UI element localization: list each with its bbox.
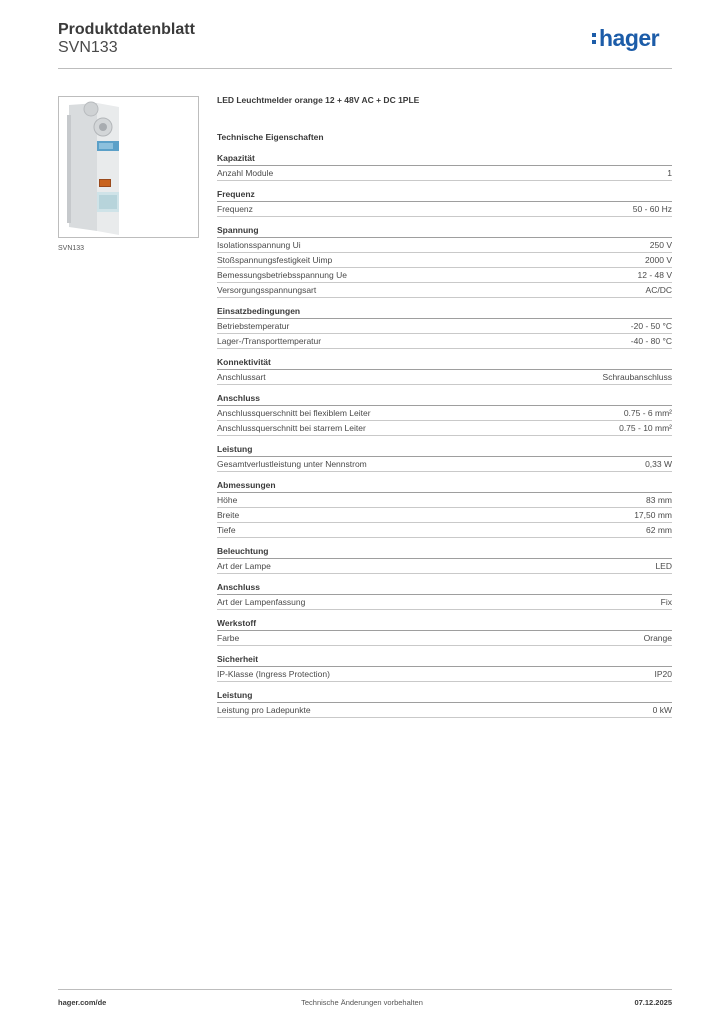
- product-device-icon: [59, 97, 198, 237]
- spec-row: [217, 559, 672, 574]
- spec-row: [217, 493, 672, 508]
- spec-label: Frequenz: [217, 204, 253, 214]
- spec-row: [217, 319, 672, 334]
- section-anschluss: [217, 392, 672, 436]
- spec-row: [217, 268, 672, 283]
- spec-value: -20 - 50 °C: [630, 321, 672, 331]
- section-title: Kapazität: [217, 152, 672, 166]
- section-title: Anschluss: [217, 581, 672, 595]
- section-spannung: [217, 224, 672, 298]
- spec-value: 62 mm: [646, 525, 672, 535]
- section-title: Leistung: [217, 689, 672, 703]
- product-code: SVN133: [58, 39, 118, 56]
- section-sicherheit: [217, 653, 672, 682]
- spec-value: 83 mm: [646, 495, 672, 505]
- spec-value: Fix: [660, 597, 672, 607]
- spec-value: 17,50 mm: [634, 510, 672, 520]
- spec-row: [217, 631, 672, 646]
- section-title: Werkstoff: [217, 617, 672, 631]
- spec-value: 1: [667, 168, 672, 178]
- spec-label: Leistung pro Ladepunkte: [217, 705, 311, 715]
- product-name: LED Leuchtmelder orange 12 + 48V AC + DC 1PLE: [217, 95, 420, 105]
- spec-row: [217, 238, 672, 253]
- spec-row: [217, 523, 672, 538]
- spec-value: 2000 V: [645, 255, 672, 265]
- section-konnektivitaet: [217, 356, 672, 385]
- brand-logo[interactable]: [592, 27, 659, 50]
- spec-row: [217, 667, 672, 682]
- section-anschluss-lampe: [217, 581, 672, 610]
- spec-value: AC/DC: [645, 285, 672, 295]
- logo-text: hager: [599, 25, 660, 51]
- section-title: Leistung: [217, 443, 672, 457]
- spec-label: Stoßspannungsfestigkeit Uimp: [217, 255, 333, 265]
- spec-value: LED: [655, 561, 672, 571]
- spec-label: IP-Klasse (Ingress Protection): [217, 669, 330, 679]
- spec-label: Art der Lampenfassung: [217, 597, 306, 607]
- section-beleuchtung: [217, 545, 672, 574]
- section-einsatzbedingungen: [217, 305, 672, 349]
- section-title: Frequenz: [217, 188, 672, 202]
- section-title: Abmessungen: [217, 479, 672, 493]
- section-title: Spannung: [217, 224, 672, 238]
- section-title: Sicherheit: [217, 653, 672, 667]
- spec-value: 250 V: [649, 240, 672, 250]
- spec-row: [217, 166, 672, 181]
- spec-row: [217, 202, 672, 217]
- spec-value: IP20: [654, 669, 672, 679]
- spec-value: 12 - 48 V: [637, 270, 672, 280]
- section-abmessungen: [217, 479, 672, 538]
- section-title: Konnektivität: [217, 356, 672, 370]
- spec-row: [217, 595, 672, 610]
- spec-row: [217, 508, 672, 523]
- section-title: Einsatzbedingungen: [217, 305, 672, 319]
- section-frequenz: [217, 188, 672, 217]
- spec-label: Anschlussquerschnitt bei flexiblem Leiter: [217, 408, 371, 418]
- logo-dots-icon: [592, 33, 597, 47]
- product-image-caption: SVN133: [58, 245, 85, 252]
- spec-row: [217, 703, 672, 718]
- spec-label: Anschlussquerschnitt bei starrem Leiter: [217, 423, 366, 433]
- spec-row: [217, 253, 672, 268]
- spec-value: 0.75 - 10 mm²: [619, 423, 672, 433]
- spec-label: Breite: [217, 510, 240, 520]
- spec-label: Anzahl Module: [217, 168, 274, 178]
- footer-website-link[interactable]: hager.com/de: [58, 998, 107, 1007]
- spec-label: Bemessungsbetriebsspannung Ue: [217, 270, 347, 280]
- spec-label: Isolationsspannung Ui: [217, 240, 301, 250]
- header-divider: [58, 68, 672, 69]
- spec-label: Lager-/Transporttemperatur: [217, 336, 322, 346]
- spec-value: -40 - 80 °C: [630, 336, 672, 346]
- spec-label: Höhe: [217, 495, 238, 505]
- spec-label: Tiefe: [217, 525, 236, 535]
- spec-value: 0,33 W: [645, 459, 672, 469]
- spec-label: Anschlussart: [217, 372, 266, 382]
- spec-value: Schraubanschluss: [602, 372, 672, 382]
- section-leistung-lade: [217, 689, 672, 718]
- section-werkstoff: [217, 617, 672, 646]
- spec-row: [217, 457, 672, 472]
- page-title: Produktdatenblatt: [58, 21, 195, 38]
- footer-divider: [58, 989, 672, 990]
- footer-date: 07.12.2025: [634, 998, 672, 1007]
- spec-label: Gesamtverlustleistung unter Nennstrom: [217, 459, 367, 469]
- tech-heading: Technische Eigenschaften: [217, 132, 324, 142]
- product-image: [58, 96, 199, 238]
- spec-content: [217, 95, 672, 725]
- spec-label: Versorgungsspannungsart: [217, 285, 317, 295]
- spec-row: [217, 421, 672, 436]
- spec-label: Farbe: [217, 633, 240, 643]
- spec-value: 50 - 60 Hz: [632, 204, 672, 214]
- spec-value: 0.75 - 6 mm²: [623, 408, 672, 418]
- spec-label: Art der Lampe: [217, 561, 271, 571]
- section-leistung: [217, 443, 672, 472]
- spec-row: [217, 370, 672, 385]
- spec-row: [217, 406, 672, 421]
- spec-row: [217, 334, 672, 349]
- footer-note: Technische Änderungen vorbehalten: [301, 998, 423, 1007]
- section-kapazitaet: [217, 152, 672, 181]
- spec-value: 0 kW: [652, 705, 672, 715]
- spec-label: Betriebstemperatur: [217, 321, 290, 331]
- section-title: Beleuchtung: [217, 545, 672, 559]
- spec-row: [217, 283, 672, 298]
- spec-value: Orange: [643, 633, 672, 643]
- section-title: Anschluss: [217, 392, 672, 406]
